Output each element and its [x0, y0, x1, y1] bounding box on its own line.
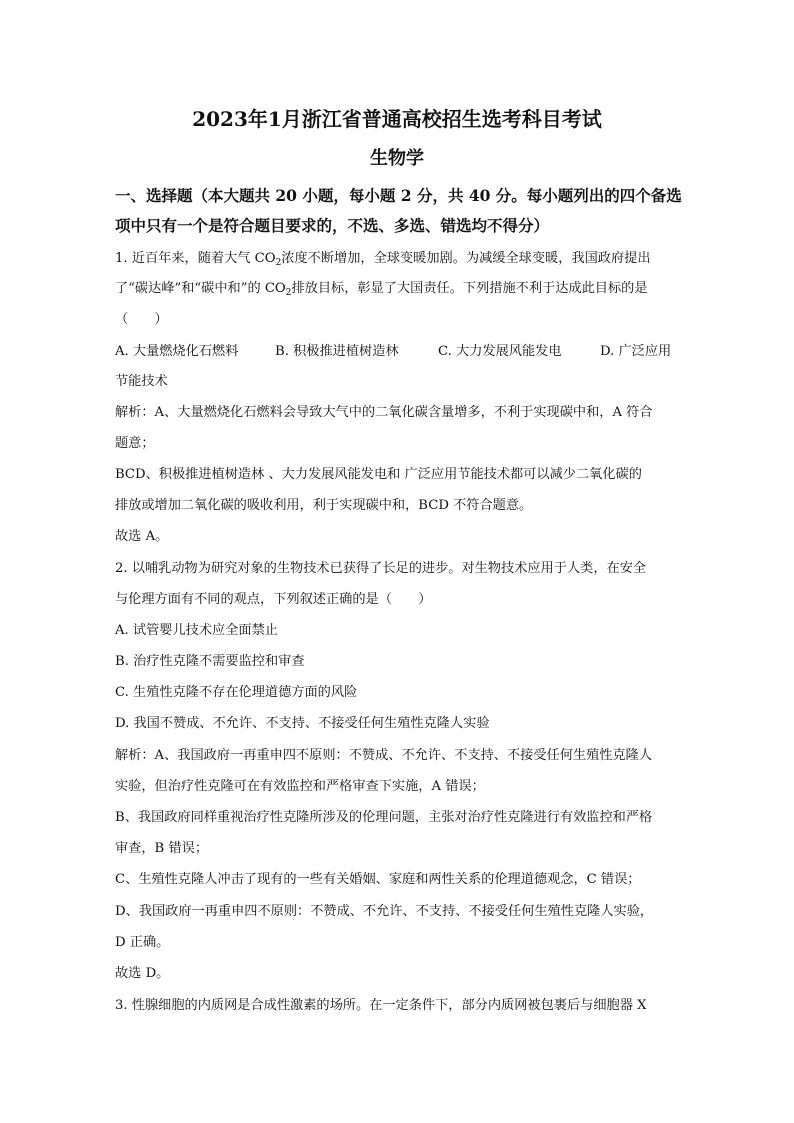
- q1-analysis-line2: 题意；: [115, 436, 155, 451]
- q1-options: [115, 342, 690, 364]
- q2-option-c: C. 生殖性克隆不存在伦理道德方面的风险: [115, 685, 358, 700]
- q2-analysis-line5: C、生殖性克隆人冲击了现有的一些有关婚姻、家庭和两性关系的伦理道德观念，C 错误；: [115, 872, 641, 887]
- q1-option-a: A. 大量燃烧化石燃料: [115, 344, 239, 359]
- q1-stem-line2: 了“碳达峰”和“碳中和”的 $CO_2$排放目标，彰显了大国责任。下列措施不利于达成此目标的是: [115, 281, 648, 298]
- q2-option-a: A. 试管婴儿技术应全面禁止: [115, 623, 278, 638]
- q2-answer: 故选 D。: [115, 966, 170, 981]
- q2-option-d: D. 我国不赞成、不允许、不支持、不接受任何生殖性克隆人实验: [115, 716, 490, 731]
- q1-stem-line3: （ ）: [115, 312, 168, 327]
- q1-option-c: C. 大力发展风能发电: [438, 344, 562, 359]
- q2-analysis-line2: 实验，但治疗性克隆可在有效监控和严格审查下实施，A 错误；: [115, 779, 485, 794]
- q2-analysis-line6: D、我国政府一再重申四不原则：不赞成、不允许、不支持、不接受任何生殖性克隆人实验，: [115, 904, 654, 919]
- section-heading-line2: 项中只有一个是符合题目要求的，不选、多选、错选均不得分）: [115, 216, 550, 235]
- q1-option-d-cont: 节能技术: [115, 374, 168, 389]
- q1-option-d: D. 广泛应用: [600, 344, 672, 359]
- q1-option-b: B. 积极推进植树造林: [275, 344, 399, 359]
- section-heading-line1: 一、选择题（本大题共 20 小题，每小题 2 分，共 40 分。每小题列出的四个备选: [115, 186, 682, 205]
- q1-analysis-line3: BCD、积极推进植树造林 、大力发展风能发电和 广泛应用节能技术都可以减少二氧化碳的: [115, 467, 642, 482]
- exam-title: 2023年1月浙江省普通高校招生选考科目考试: [192, 107, 602, 131]
- q1-analysis-line1: 解析：A、大量燃烧化石燃料会导致大气中的二氧化碳含量增多，不利于实现碳中和，A 符合: [115, 405, 653, 420]
- q1-stem-line1: 1. 近百年来，随着大气 $CO_2$浓度不断增加，全球变暖加剧。为减缓全球变暖，我国政府提出: [115, 251, 651, 268]
- q2-stem-line1: 2. 以哺乳动物为研究对象的生物技术已获得了长足的进步。对生物技术应用于人类，在安全: [115, 561, 647, 576]
- q1-answer: 故选 A。: [115, 529, 169, 544]
- q3-stem-line1: 3. 性腺细胞的内质网是合成性激素的场所。在一定条件下，部分内质网被包裹后与细胞器 X: [115, 998, 647, 1013]
- q2-analysis-line7: D 正确。: [115, 935, 170, 950]
- q2-option-b: B. 治疗性克隆不需要监控和审查: [115, 654, 305, 669]
- q2-stem-line2: 与伦理方面有不同的观点，下列叙述正确的是（ ）: [115, 592, 432, 607]
- q2-analysis-line4: 审查，B 错误；: [115, 841, 209, 856]
- q1-analysis-line4: 排放或增加二氧化碳的吸收利用，利于实现碳中和，BCD 不符合题意。: [115, 498, 533, 513]
- q2-analysis-line3: B、我国政府同样重视治疗性克隆所涉及的伦理问题，主张对治疗性克隆进行有效监控和严格: [115, 810, 653, 825]
- q2-analysis-line1: 解析：A、我国政府一再重申四不原则：不赞成、不允许、不支持、不接受任何生殖性克隆人: [115, 748, 653, 763]
- subject-title: 生物学: [370, 148, 424, 169]
